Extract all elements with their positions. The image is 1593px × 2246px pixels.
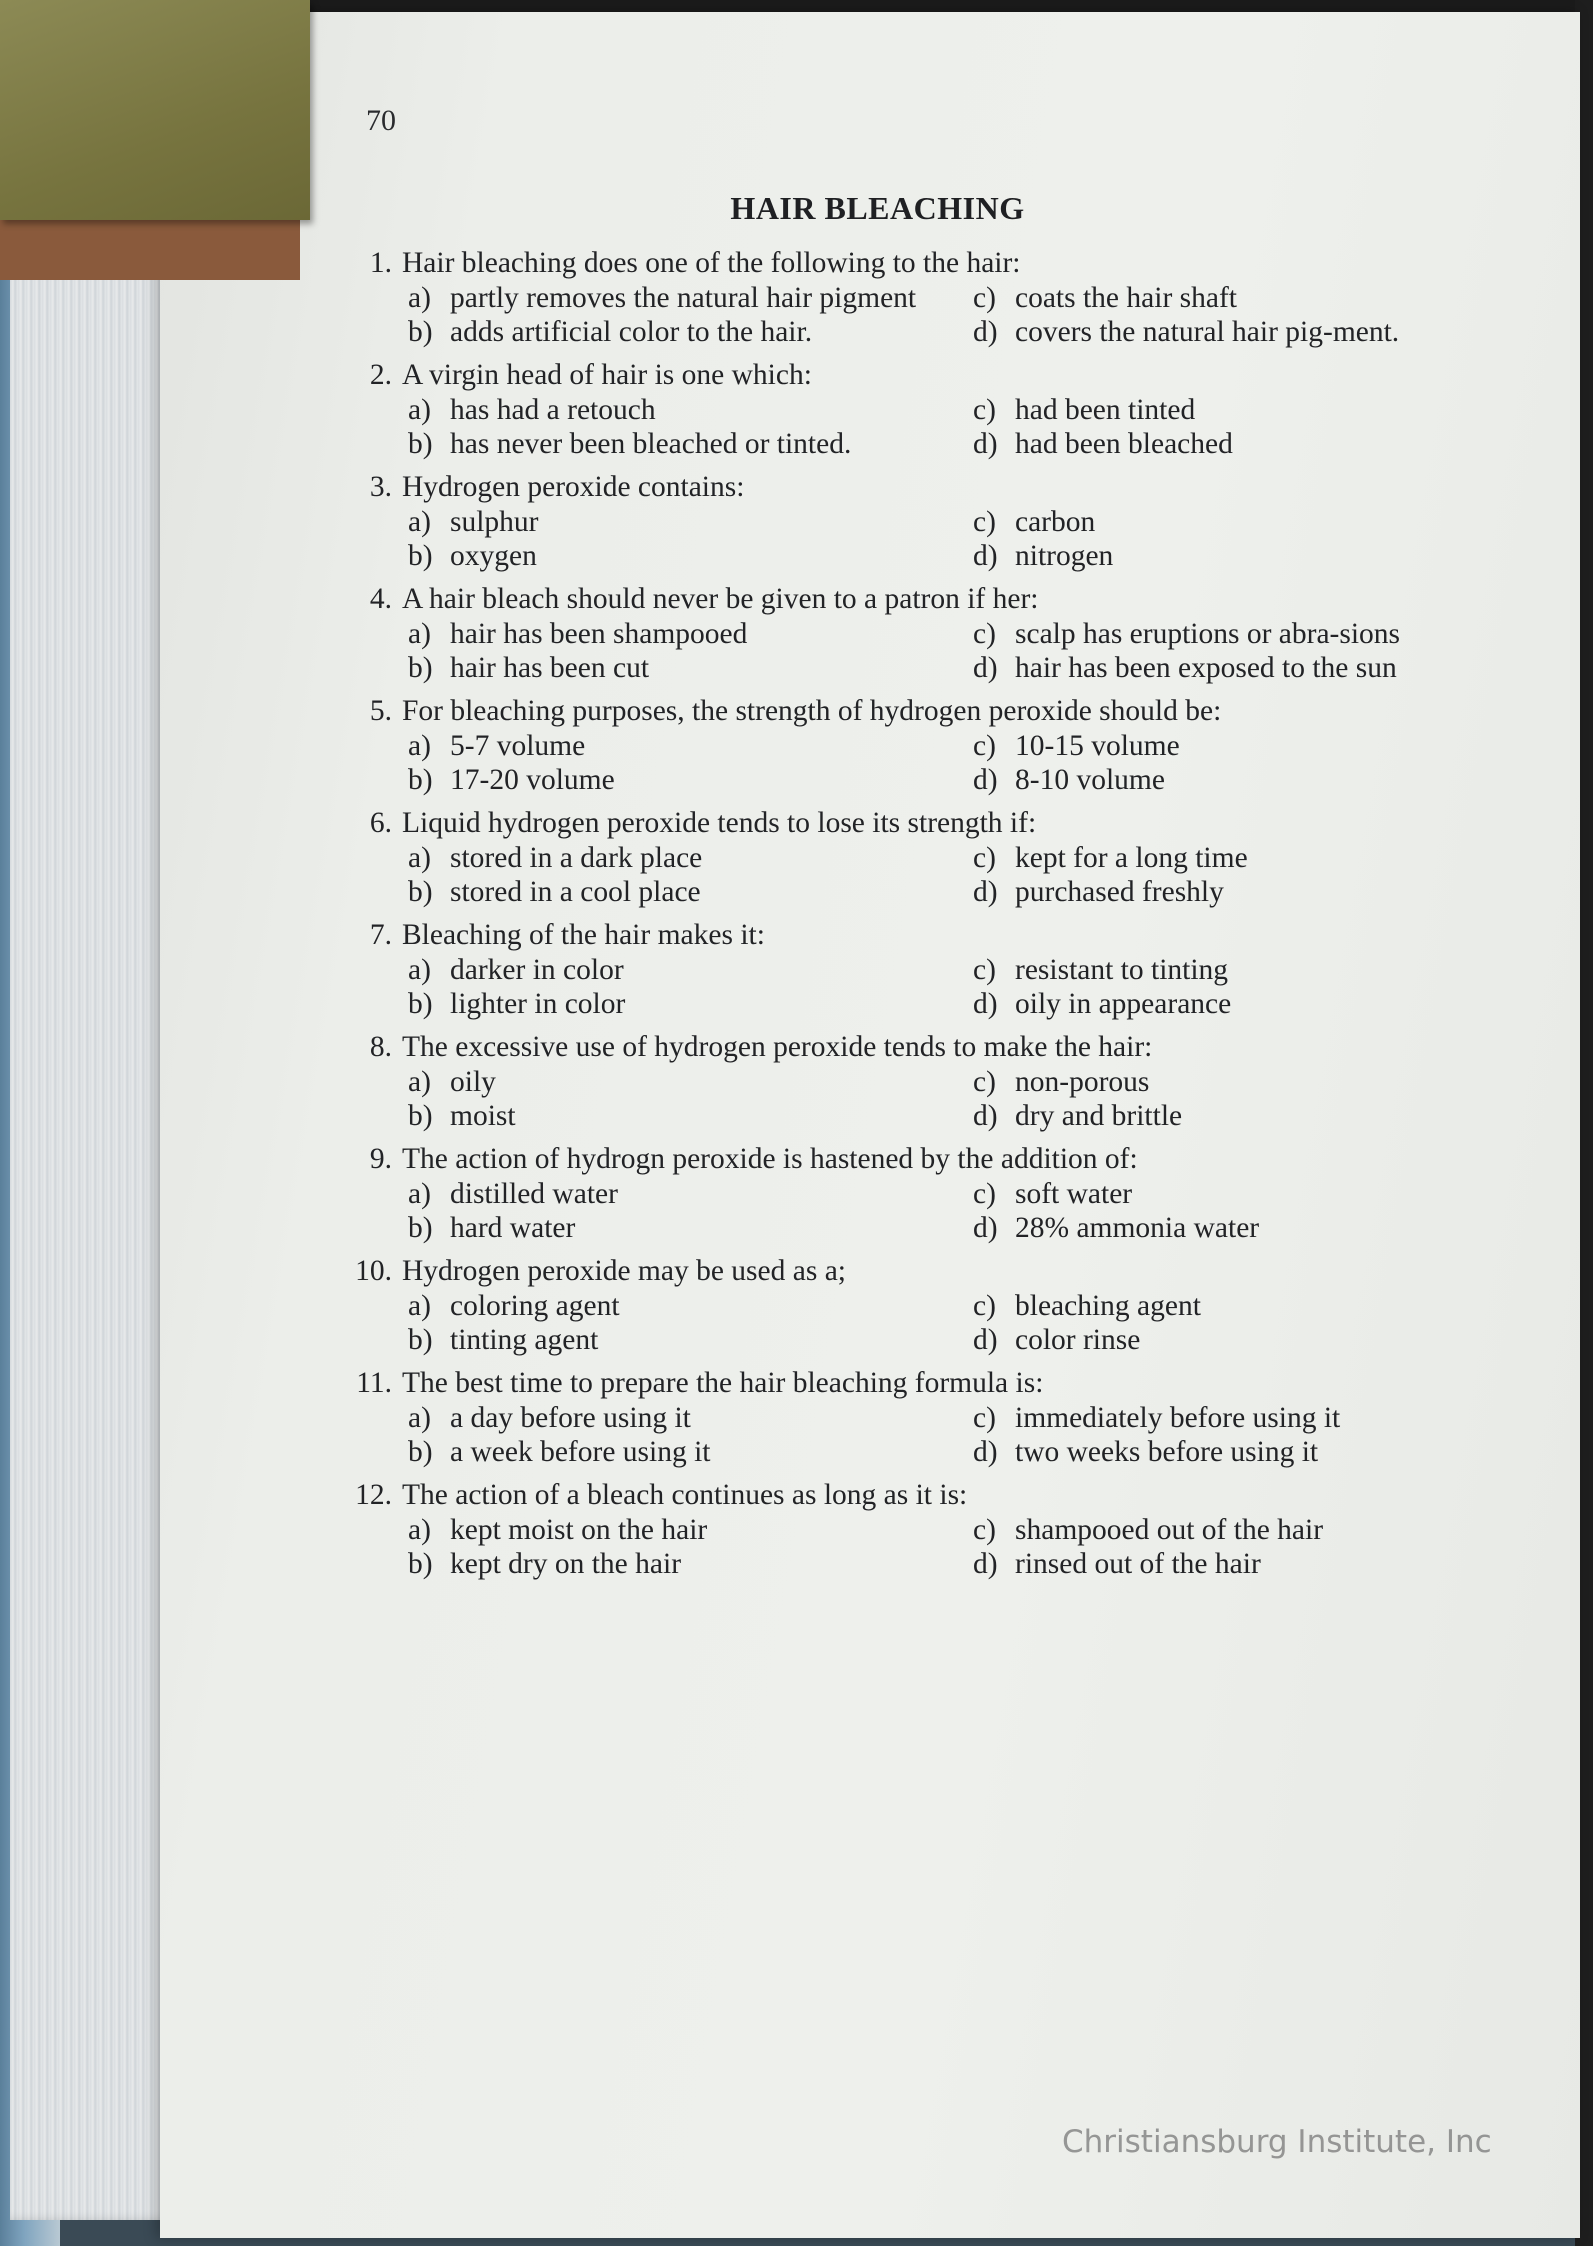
answer-letter: d) <box>973 316 998 348</box>
answer-text: adds artificial color to the hair. <box>450 316 813 348</box>
answer-option-b <box>408 1547 948 1581</box>
question-number: 1. <box>369 247 392 279</box>
question-item <box>310 582 1430 685</box>
answer-text: darker in color <box>450 954 624 986</box>
answer-options <box>310 1289 1430 1357</box>
question-number: 7. <box>369 919 392 951</box>
answer-text: oily <box>450 1066 496 1098</box>
answer-option-c <box>973 953 1443 987</box>
answer-letter: d) <box>973 1436 998 1468</box>
answer-option-d <box>973 1435 1443 1469</box>
answer-letter: d) <box>973 1212 998 1244</box>
answer-text: non-porous <box>1015 1066 1150 1098</box>
answer-options <box>310 841 1430 909</box>
question-stem <box>310 918 1430 952</box>
answer-option-a <box>408 841 948 875</box>
answer-text: sulphur <box>450 506 539 538</box>
answer-letter: a) <box>408 394 431 426</box>
answer-option-a <box>408 1065 948 1099</box>
answer-option-c <box>973 617 1443 651</box>
answer-option-c <box>973 841 1443 875</box>
answer-letter: c) <box>973 282 996 314</box>
answer-option-b <box>408 1211 948 1245</box>
question-text: The action of a bleach continues as long as it is: <box>402 1479 968 1511</box>
answer-text: hair has been cut <box>450 652 650 684</box>
answer-options <box>310 281 1430 349</box>
answer-letter: a) <box>408 506 431 538</box>
answer-options <box>310 1065 1430 1133</box>
question-text: The action of hydrogn peroxide is hastened by the addition of: <box>402 1143 1138 1175</box>
answer-text: had been bleached <box>1015 428 1233 460</box>
answer-option-d <box>973 1211 1443 1245</box>
answer-letter: a) <box>408 618 431 650</box>
answer-text: two weeks before using it <box>1015 1436 1319 1468</box>
answer-letter: c) <box>973 394 996 426</box>
answer-option-c <box>973 1513 1443 1547</box>
question-item <box>310 1142 1430 1245</box>
answer-option-b <box>408 987 948 1021</box>
answer-letter: d) <box>973 764 998 796</box>
answer-option-a <box>408 1177 948 1211</box>
question-number: 4. <box>369 583 392 615</box>
question-number: 10. <box>355 1255 392 1287</box>
question-item <box>310 1254 1430 1357</box>
question-number: 6. <box>369 807 392 839</box>
answer-option-a <box>408 1513 948 1547</box>
answer-option-c <box>973 1177 1443 1211</box>
answer-option-d <box>973 427 1443 461</box>
answer-letter: b) <box>408 1548 433 1580</box>
answer-text: hair has been exposed to the sun <box>1015 652 1397 684</box>
answer-option-a <box>408 393 948 427</box>
answer-letter: d) <box>973 1100 998 1132</box>
answer-option-c <box>973 281 1443 315</box>
answer-option-d <box>973 1099 1443 1133</box>
question-number: 3. <box>369 471 392 503</box>
answer-letter: d) <box>973 652 998 684</box>
answer-option-a <box>408 1401 948 1435</box>
answer-text: stored in a cool place <box>450 876 701 908</box>
answer-text: hard water <box>450 1212 576 1244</box>
answer-text: kept for a long time <box>1015 842 1248 874</box>
answer-text: coloring agent <box>450 1290 620 1322</box>
answer-letter: b) <box>408 1436 433 1468</box>
question-stem <box>310 806 1430 840</box>
answer-letter: c) <box>973 1514 996 1546</box>
answer-letter: c) <box>973 954 996 986</box>
answer-letter: c) <box>973 730 996 762</box>
answer-letter: c) <box>973 618 996 650</box>
answer-option-b <box>408 1435 948 1469</box>
question-item <box>310 1366 1430 1469</box>
answer-letter: c) <box>973 506 996 538</box>
answer-option-b <box>408 1323 948 1357</box>
answer-letter: b) <box>408 428 433 460</box>
answer-text: immediately before using it <box>1015 1402 1341 1434</box>
answer-text: stored in a dark place <box>450 842 703 874</box>
answer-text: oily in appearance <box>1015 988 1232 1020</box>
answer-text: a day before using it <box>450 1402 691 1434</box>
answer-option-b <box>408 875 948 909</box>
answer-option-d <box>973 1547 1443 1581</box>
answer-option-a <box>408 617 948 651</box>
question-text: Hydrogen peroxide may be used as a; <box>402 1255 846 1287</box>
answer-letter: a) <box>408 1066 431 1098</box>
question-text: A virgin head of hair is one which: <box>402 359 812 391</box>
question-text: Hair bleaching does one of the following to the hair: <box>402 247 1021 279</box>
answer-option-a <box>408 953 948 987</box>
answer-option-d <box>973 315 1443 349</box>
question-stem <box>310 1478 1430 1512</box>
answer-letter: d) <box>973 1548 998 1580</box>
answer-text: purchased freshly <box>1015 876 1224 908</box>
answer-options <box>310 729 1430 797</box>
answer-text: carbon <box>1015 506 1096 538</box>
question-text: For bleaching purposes, the strength of hydrogen peroxide should be: <box>402 695 1222 727</box>
question-number: 12. <box>355 1479 392 1511</box>
answer-option-b <box>408 539 948 573</box>
answer-option-a <box>408 281 948 315</box>
answer-letter: a) <box>408 1290 431 1322</box>
answer-text: covers the natural hair pig-ment. <box>1015 316 1400 348</box>
answer-letter: c) <box>973 1178 996 1210</box>
answer-letter: b) <box>408 764 433 796</box>
answer-letter: a) <box>408 1178 431 1210</box>
answer-letter: b) <box>408 1212 433 1244</box>
answer-letter: c) <box>973 1290 996 1322</box>
question-number: 8. <box>369 1031 392 1063</box>
question-stem <box>310 1142 1430 1176</box>
watermark: Christiansburg Institute, Inc <box>1062 2124 1492 2160</box>
answer-option-a <box>408 1289 948 1323</box>
answer-options <box>310 505 1430 573</box>
answer-text: moist <box>450 1100 516 1132</box>
answer-letter: b) <box>408 988 433 1020</box>
answer-text: kept dry on the hair <box>450 1548 682 1580</box>
question-stem <box>310 1366 1430 1400</box>
question-item <box>310 806 1430 909</box>
question-item <box>310 470 1430 573</box>
answer-letter: c) <box>973 1402 996 1434</box>
answer-text: 5-7 volume <box>450 730 586 762</box>
answer-option-a <box>408 729 948 763</box>
answer-text: dry and brittle <box>1015 1100 1183 1132</box>
answer-letter: d) <box>973 876 998 908</box>
answer-text: shampooed out of the hair <box>1015 1514 1324 1546</box>
answer-options <box>310 1513 1430 1581</box>
question-item <box>310 918 1430 1021</box>
olive-tab <box>0 0 310 220</box>
answer-text: rinsed out of the hair <box>1015 1548 1261 1580</box>
question-stem <box>310 582 1430 616</box>
question-text: The excessive use of hydrogen peroxide tends to make the hair: <box>402 1031 1153 1063</box>
question-item <box>310 246 1430 349</box>
question-stem <box>310 246 1430 280</box>
question-text: Hydrogen peroxide contains: <box>402 471 745 503</box>
answer-option-b <box>408 1099 948 1133</box>
answer-letter: d) <box>973 1324 998 1356</box>
answer-letter: d) <box>973 540 998 572</box>
answer-text: had been tinted <box>1015 394 1196 426</box>
answer-text: distilled water <box>450 1178 618 1210</box>
answer-letter: a) <box>408 954 431 986</box>
answer-text: 28% ammonia water <box>1015 1212 1260 1244</box>
answer-options <box>310 953 1430 1021</box>
answer-letter: a) <box>408 842 431 874</box>
answer-text: has had a retouch <box>450 394 656 426</box>
answer-letter: d) <box>973 428 998 460</box>
answer-text: partly removes the natural hair pigment <box>450 282 917 314</box>
answer-option-c <box>973 1401 1443 1435</box>
answer-letter: b) <box>408 1100 433 1132</box>
answer-text: color rinse <box>1015 1324 1141 1356</box>
answer-text: coats the hair shaft <box>1015 282 1237 314</box>
answer-options <box>310 1401 1430 1469</box>
answer-letter: d) <box>973 988 998 1020</box>
answer-text: bleaching agent <box>1015 1290 1201 1322</box>
question-stem <box>310 694 1430 728</box>
answer-option-c <box>973 1289 1443 1323</box>
question-stem <box>310 1254 1430 1288</box>
answer-text: nitrogen <box>1015 540 1114 572</box>
answer-text: kept moist on the hair <box>450 1514 708 1546</box>
answer-letter: b) <box>408 1324 433 1356</box>
answer-letter: c) <box>973 1066 996 1098</box>
question-text: A hair bleach should never be given to a patron if her: <box>402 583 1039 615</box>
answer-option-d <box>973 763 1443 797</box>
answer-text: a week before using it <box>450 1436 711 1468</box>
answer-letter: b) <box>408 540 433 572</box>
answer-option-b <box>408 315 948 349</box>
question-item <box>310 1030 1430 1133</box>
answer-option-b <box>408 427 948 461</box>
answer-options <box>310 1177 1430 1245</box>
question-number: 9. <box>369 1143 392 1175</box>
answer-text: soft water <box>1015 1178 1133 1210</box>
answer-text: scalp has eruptions or abra-sions <box>1015 618 1401 650</box>
answer-letter: b) <box>408 652 433 684</box>
answer-text: resistant to tinting <box>1015 954 1229 986</box>
answer-letter: b) <box>408 876 433 908</box>
answer-letter: a) <box>408 1514 431 1546</box>
answer-option-d <box>973 539 1443 573</box>
answer-option-b <box>408 651 948 685</box>
answer-option-c <box>973 393 1443 427</box>
question-item <box>310 1478 1430 1581</box>
answer-letter: c) <box>973 842 996 874</box>
question-stem <box>310 470 1430 504</box>
answer-letter: a) <box>408 1402 431 1434</box>
page-number: 70 <box>366 104 396 137</box>
question-text: Liquid hydrogen peroxide tends to lose its strength if: <box>402 807 1037 839</box>
answer-text: 10-15 volume <box>1015 730 1180 762</box>
question-stem <box>310 1030 1430 1064</box>
answer-letter: a) <box>408 282 431 314</box>
question-number: 11. <box>356 1367 392 1399</box>
question-item <box>310 694 1430 797</box>
answer-option-b <box>408 763 948 797</box>
question-stem <box>310 358 1430 392</box>
answer-option-c <box>973 729 1443 763</box>
question-text: Bleaching of the hair makes it: <box>402 919 765 951</box>
answer-letter: b) <box>408 316 433 348</box>
answer-text: 8-10 volume <box>1015 764 1165 796</box>
question-text: The best time to prepare the hair bleaching formula is: <box>402 1367 1044 1399</box>
answer-text: 17-20 volume <box>450 764 615 796</box>
page-title: HAIR BLEACHING <box>730 190 1025 226</box>
answer-option-a <box>408 505 948 539</box>
question-list <box>310 246 1430 1590</box>
answer-letter: a) <box>408 730 431 762</box>
answer-text: tinting agent <box>450 1324 599 1356</box>
answer-text: lighter in color <box>450 988 626 1020</box>
question-number: 2. <box>369 359 392 391</box>
answer-options <box>310 617 1430 685</box>
question-number: 5. <box>369 695 392 727</box>
answer-option-d <box>973 1323 1443 1357</box>
question-item <box>310 358 1430 461</box>
answer-option-c <box>973 505 1443 539</box>
answer-option-d <box>973 875 1443 909</box>
answer-options <box>310 393 1430 461</box>
answer-option-c <box>973 1065 1443 1099</box>
answer-option-d <box>973 651 1443 685</box>
answer-text: has never been bleached or tinted. <box>450 428 852 460</box>
answer-option-d <box>973 987 1443 1021</box>
answer-text: hair has been shampooed <box>450 618 748 650</box>
answer-text: oxygen <box>450 540 537 572</box>
